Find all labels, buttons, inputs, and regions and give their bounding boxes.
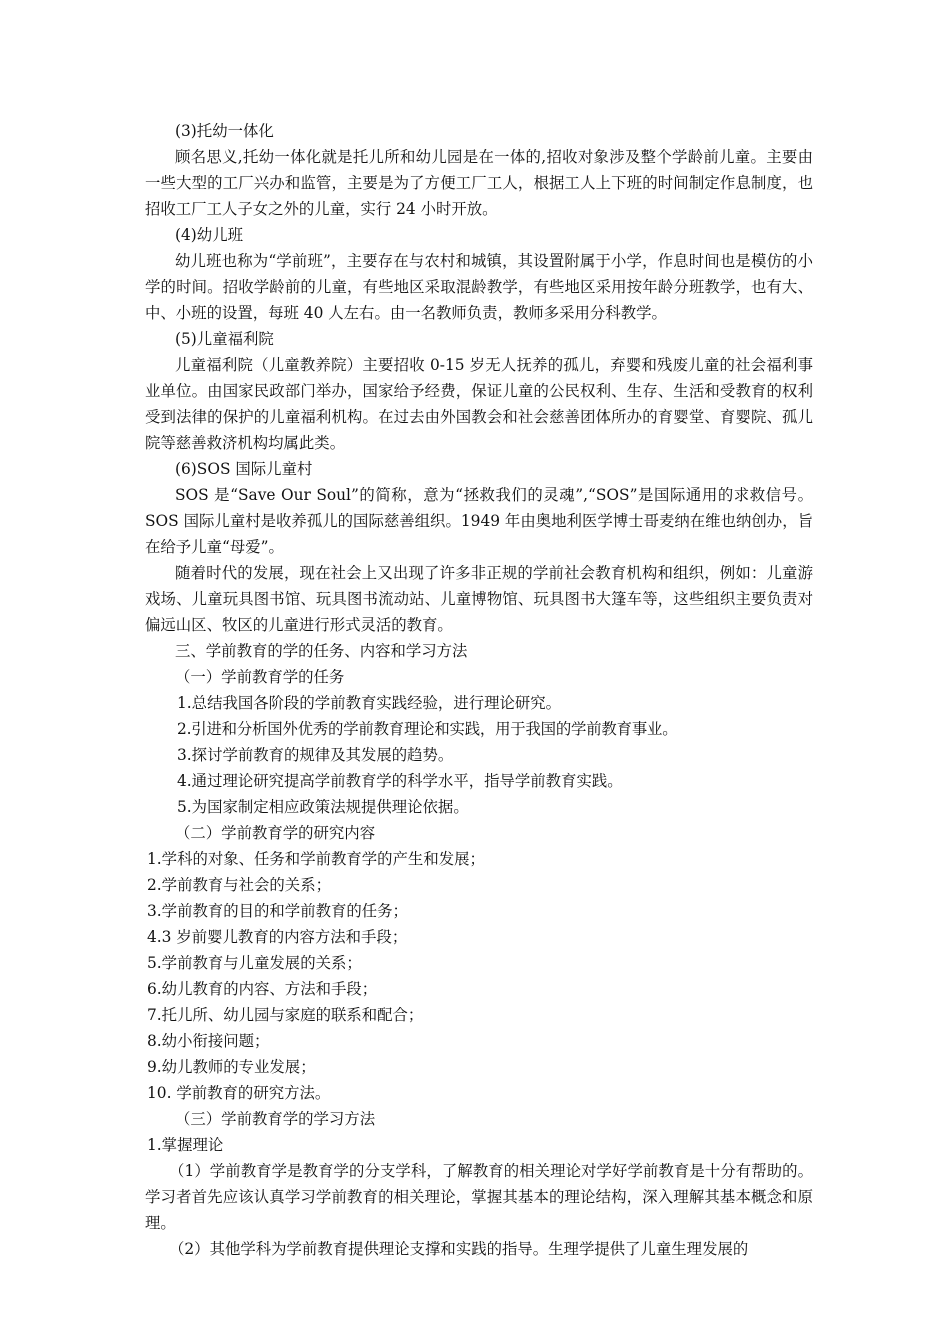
list-item: 7.托儿所、幼儿园与家庭的联系和配合； bbox=[147, 1006, 424, 1024]
subsection-heading: （三）学前教育学的学习方法 bbox=[175, 1110, 376, 1128]
list-item: 4.3 岁前婴儿教育的内容方法和手段； bbox=[147, 928, 408, 946]
subsection-heading: （一）学前教育学的任务 bbox=[175, 668, 345, 686]
body-paragraph: （1）学前教育学是教育学的分支学科，了解教育的相关理论对学好学前教育是十分有帮助的。学习者首先应该认真学习学前教育的相关理论，掌握其基本的理论结构，深入理解其基本概念和原理。 bbox=[145, 1162, 813, 1232]
section-heading: (3)托幼一体化 bbox=[175, 122, 274, 140]
list-item: 2.学前教育与社会的关系； bbox=[147, 876, 331, 894]
body-paragraph: （2）其他学科为学前教育提供理论支撑和实践的指导。生理学提供了儿童生理发展的 bbox=[169, 1240, 749, 1258]
body-paragraph: 幼儿班也称为“学前班”，主要存在与农村和城镇，其设置附属于小学，作息时间也是模仿的小学的时间。招收学龄前的儿童，有些地区采取混龄教学，有些地区采用按年龄分班教学，也有大、中、小班的设置，每班 40 人左右。由一名教师负责，教师多采用分科教学。 bbox=[145, 252, 813, 322]
list-item: 6.幼儿教育的内容、方法和手段； bbox=[147, 980, 378, 998]
list-item: 8.幼小衔接问题； bbox=[147, 1032, 270, 1050]
body-paragraph: 儿童福利院（儿童教养院）主要招收 0-15 岁无人抚养的孤儿，弃婴和残废儿童的社会福利事业单位。由国家民政部门举办，国家给予经费，保证儿童的公民权利、生存、生活和受教育的权利受到法律的保护的儿童福利机构。在过去由外国教会和社会慈善团体所办的育婴堂、育婴院、孤儿院等慈善救济机构均属此类。 bbox=[145, 356, 813, 452]
list-item: 5.学前教育与儿童发展的关系； bbox=[147, 954, 362, 972]
chapter-heading: 三、学前教育的学的任务、内容和学习方法 bbox=[175, 642, 468, 660]
section-heading: (5)儿童福利院 bbox=[175, 330, 274, 348]
section-heading: (6)SOS 国际儿童村 bbox=[175, 460, 313, 478]
list-item: 3.探讨学前教育的规律及其发展的趋势。 bbox=[177, 746, 454, 764]
list-item: 1.学科的对象、任务和学前教育学的产生和发展； bbox=[147, 850, 485, 868]
subsection-heading: （二）学前教育学的研究内容 bbox=[175, 824, 376, 842]
list-item: 2.引进和分析国外优秀的学前教育理论和实践，用于我国的学前教育事业。 bbox=[177, 720, 678, 738]
list-item: 1.总结我国各阶段的学前教育实践经验，进行理论研究。 bbox=[177, 694, 562, 712]
list-item: 9.幼儿教师的专业发展； bbox=[147, 1058, 316, 1076]
body-paragraph: 顾名思义,托幼一体化就是托儿所和幼儿园是在一体的,招收对象涉及整个学龄前儿童。主要由一些大型的工厂兴办和监管，主要是为了方便工厂工人，根据工人上下班的时间制定作息制度，也招收工厂工人子女之外的儿童，实行 24 小时开放。 bbox=[145, 148, 813, 218]
section-heading: (4)幼儿班 bbox=[175, 226, 243, 244]
list-item: 3.学前教育的目的和学前教育的任务； bbox=[147, 902, 408, 920]
body-paragraph: SOS 是“Save Our Soul”的简称，意为“拯救我们的灵魂”,“SOS”是国际通用的求救信号。SOS 国际儿童村是收养孤儿的国际慈善组织。1949 年由奥地利医学博士哥麦纳在维也纳创办，旨在给予儿童“母爱”。 bbox=[145, 486, 813, 556]
document-page bbox=[145, 118, 813, 1262]
body-paragraph: 随着时代的发展，现在社会上又出现了许多非正规的学前社会教育机构和组织，例如：儿童游戏场、儿童玩具图书馆、玩具图书流动站、儿童博物馆、玩具图书大篷车等，这些组织主要负责对偏远山区、牧区的儿童进行形式灵活的教育。 bbox=[145, 564, 813, 634]
list-item: 4.通过理论研究提高学前教育学的科学水平，指导学前教育实践。 bbox=[177, 772, 623, 790]
list-item: 10. 学前教育的研究方法。 bbox=[147, 1084, 331, 1102]
list-item: 1.掌握理论 bbox=[147, 1136, 224, 1154]
list-item: 5.为国家制定相应政策法规提供理论依据。 bbox=[177, 798, 469, 816]
